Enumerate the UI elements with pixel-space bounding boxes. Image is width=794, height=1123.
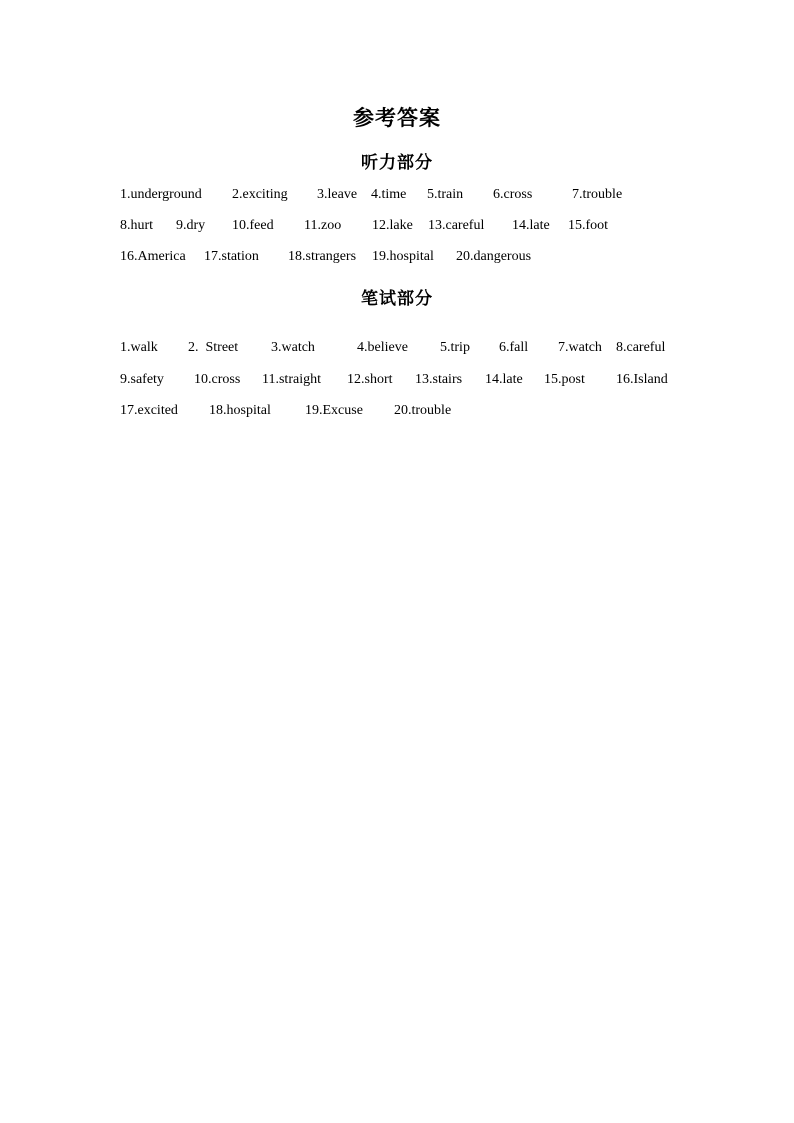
answer-item: 4.time (371, 187, 407, 202)
answer-item: 1.underground (120, 187, 202, 202)
answer-item: 10.cross (194, 372, 241, 387)
answer-item: 3.leave (317, 187, 358, 202)
answer-item: 20.trouble (394, 403, 452, 418)
answer-item: 14.late (485, 372, 523, 387)
answer-item: 11.straight (262, 372, 321, 387)
answer-item: 8.hurt (120, 218, 154, 233)
answer-item: 15.foot (568, 218, 609, 233)
answer-item: 5.trip (440, 340, 470, 355)
answer-item: 12.short (347, 372, 393, 387)
answer-item: 5.train (427, 187, 464, 202)
answer-item: 3.watch (271, 340, 315, 355)
writing-section-heading: 笔试部分 (361, 289, 433, 309)
answer-item: 20.dangerous (456, 249, 532, 264)
answer-item: 2.exciting (232, 187, 288, 202)
answer-item: 12.lake (372, 218, 413, 233)
answer-item: 18.strangers (288, 249, 357, 264)
answer-item: 6.fall (499, 340, 529, 355)
answer-item: 4.believe (357, 340, 408, 355)
page-title: 参考答案 (353, 106, 441, 130)
answer-item: 11.zoo (304, 218, 342, 233)
answer-item: 13.stairs (415, 372, 463, 387)
answer-item: 7.watch (558, 340, 602, 355)
answer-item: 19.Excuse (305, 403, 363, 418)
answer-item: 1.walk (120, 340, 158, 355)
answer-item: 15.post (544, 372, 585, 387)
answer-item: 9.safety (120, 372, 164, 387)
answer-item: 16.Island (616, 372, 668, 387)
answer-item: 8.careful (616, 340, 666, 355)
answer-item: 9.dry (176, 218, 206, 233)
answer-item: 18.hospital (209, 403, 271, 418)
answer-item: 2. Street (188, 340, 239, 355)
answer-item: 17.station (204, 249, 259, 264)
answer-item: 6.cross (493, 187, 533, 202)
answer-item: 10.feed (232, 218, 274, 233)
answer-item: 19.hospital (372, 249, 434, 264)
listening-section-heading: 听力部分 (361, 153, 433, 173)
answer-item: 14.late (512, 218, 550, 233)
answer-item: 7.trouble (572, 187, 623, 202)
answer-item: 17.excited (120, 403, 178, 418)
answer-item: 13.careful (428, 218, 485, 233)
answer-item: 16.America (120, 249, 186, 264)
